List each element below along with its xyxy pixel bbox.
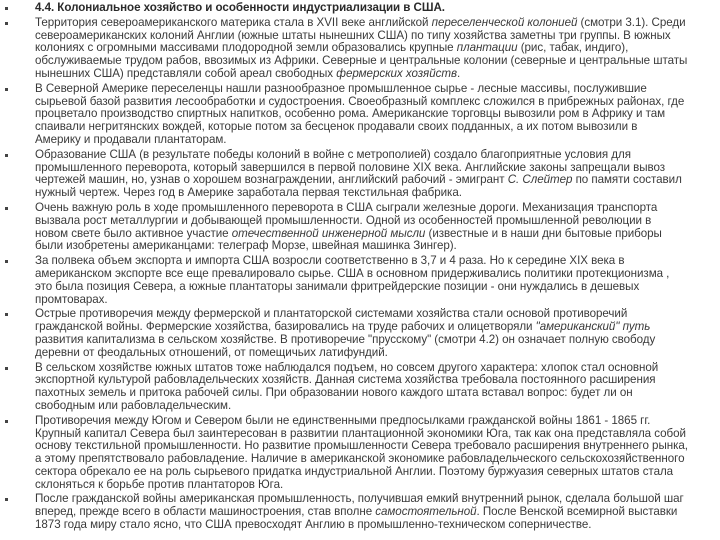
text-segment: деревни от феодальных отношений, от помещичьих латифундий.	[35, 345, 388, 359]
text-line	[35, 240, 720, 253]
document-body	[0, 2, 720, 534]
text-segment: Крупный капитал Севера был заинтересован в развитии плантационной экономики Юга, так как она представляла собой	[35, 426, 686, 440]
text-segment: вызвала рост металлургии и добывающей промышленности. Одной из особенностей промышленной революции в	[35, 213, 652, 227]
bullet-icon	[5, 22, 8, 25]
text-segment: свободным или рабовладельческим.	[35, 398, 232, 412]
bullet-icon	[5, 207, 8, 210]
text-segment: процветало производство спиртных напитков, особенно рома. Американские торговцы вывозили ром в Африку и там	[35, 107, 666, 121]
text-segment: Образование США (в результате победы колоний в войне с метрополией) создало благоприятные условия для	[35, 147, 631, 161]
bullet-icon	[5, 420, 8, 423]
text-segment: Территория североамериканского материка стала в XVII веке английской	[35, 15, 432, 29]
bullet-paragraph	[0, 255, 720, 306]
text-segment: промышленного переворота, который завершился в первой половине XIX века. Английские законы запрещали вывоз	[35, 160, 666, 174]
text-line	[35, 187, 720, 200]
text-segment: сырьевой базой развития лесообработки и судостроения. Своеобразный комплекс сложился в прибрежных районах, где	[35, 94, 685, 108]
text-segment: пахотных земель и притока рабочей силы. При образовании нового каждого штата вставал вопрос: будет ли он	[35, 386, 633, 400]
text-segment: а этому препятствовало рабовладение. Наличие в американской экономике рабовладельческого сельскохозяйственного	[35, 452, 685, 466]
bullet-paragraph	[0, 308, 720, 359]
text-line	[35, 68, 720, 81]
text-line	[35, 400, 720, 413]
text-segment: колониях с огромными массивами плодородной земли образовались крупные	[35, 41, 457, 55]
text-segment: гражданской войны. Фермерские хозяйства, базировались на труде рабочих и олицетворяли	[35, 320, 536, 334]
text-segment: (известные и в наши дни бытовые приборы	[425, 226, 662, 240]
text-segment: обслуживаемые трудом рабов, ввозимых из Африки. Северные и центральные колонии (северные и центральные штаты	[35, 54, 688, 68]
bullet-paragraph	[0, 83, 720, 147]
bullet-icon	[5, 154, 8, 157]
text-segment: вперед, прежде всего в области машиностроения, став вполне	[35, 505, 376, 519]
text-segment: нынешних США) представляли собой ареал свободных	[35, 66, 337, 80]
italic-term: "американский" путь	[535, 320, 651, 334]
text-segment: сектора обрекало ее на роль сырьевого придатка индустриальной Англии. Поэтому буржуазия северных штатов стала	[35, 464, 674, 478]
bullet-paragraph	[0, 202, 720, 253]
bullet-paragraph	[0, 149, 720, 200]
italic-term: отечественной инженерной мысли	[231, 226, 426, 240]
text-segment: американском экспорте все еще превалировало сырье. США в основном придерживались политики протекционизма ,	[35, 266, 670, 280]
italic-term: самостоятельной	[375, 505, 477, 519]
italic-term: переселенческой колонией	[431, 15, 578, 29]
text-segment: нужный чертеж. Через год в Америке заработала первая текстильная фабрика.	[35, 186, 462, 200]
text-segment: склоняться к борьбе против плантаторов Юга.	[35, 477, 284, 491]
text-segment: Очень важную роль в ходе промышленного переворота в США сыграли железные дороги. Механизация транспорта	[35, 200, 658, 214]
text-segment: экспортной культурой рабовладельческих хозяйств. Данная система хозяйства требовала постоянного расширения	[35, 373, 656, 387]
text-segment: Америку и продавали плантаторам.	[35, 132, 227, 146]
bullet-paragraph	[0, 493, 720, 531]
bullet-paragraph	[0, 17, 720, 81]
text-line	[35, 347, 720, 360]
bullet-icon	[5, 88, 8, 91]
bullet-icon	[5, 367, 8, 370]
text-segment: промтоварах.	[35, 292, 108, 306]
text-line	[35, 2, 720, 15]
bullet-icon	[5, 498, 8, 501]
text-segment: В Северной Америке переселенцы нашли разнообразное промышленное сырье - лесные массивы, послужившие	[35, 81, 647, 95]
bullet-paragraph	[0, 415, 720, 492]
bullet-icon	[5, 7, 8, 10]
text-segment: .	[456, 66, 461, 80]
text-segment: спаивали негритянских вождей, которые потом за бесценок продавали своих подданных, а их потом вывозили в	[35, 120, 638, 134]
text-line	[35, 519, 720, 532]
italic-term: С. Слейтер	[507, 173, 573, 187]
text-segment: (смотри 3.1). Среди	[577, 15, 686, 29]
text-segment: североамериканских колоний Англии (южные штаты нынешних США) по типу хозяйства заметны три группы. В южных	[35, 28, 671, 42]
text-segment: это была позиция Севера, а южные плантаторы занимали фритрейдерские позиции - они нуждались в дешевых	[35, 279, 640, 293]
text-segment: В сельском хозяйстве южных штатов тоже наблюдался подъем, но совсем другого характера: хлопок стал основной	[35, 360, 659, 374]
text-segment: чертежей машин, но, узнав о хорошем вознаграждении, английский рабочий - эмигрант	[35, 173, 508, 187]
text-line	[35, 281, 720, 294]
text-segment: 1873 года миру стало ясно, что США превосходят Англию в промышленно-техническом соперничестве.	[35, 518, 592, 532]
text-segment: были изобретены американцами: телеграф Морзе, швейная машинка Зингер).	[35, 239, 457, 253]
text-segment: После гражданской войны американская промышленность, получившая емкий внутренний рынок, сделала большой шаг	[35, 492, 684, 506]
text-segment: (рис, табак, индиго),	[517, 41, 629, 55]
text-segment: За полвека объем экспорта и импорта США возросли соответственно в 3,7 и 4 раза. Но к середине XIX века в	[35, 254, 625, 268]
section-heading	[0, 2, 720, 15]
text-segment: Противоречия между Югом и Севером были не единственными предпосылками гражданской войны 1861 - 1865 гг.	[35, 413, 651, 427]
text-segment: новом свете было активное участие	[35, 226, 232, 240]
text-line	[35, 479, 720, 492]
text-segment: Острые противоречия между фермерской и плантаторской системами хозяйства стали основой противоречий	[35, 307, 628, 321]
text-line	[35, 294, 720, 307]
bullet-icon	[5, 260, 8, 263]
bullet-icon	[5, 313, 8, 316]
text-segment: . После Венской всемирной выставки	[476, 505, 678, 519]
bullet-paragraph	[0, 362, 720, 413]
text-line	[35, 134, 720, 147]
text-segment: развития капитализма в сельском хозяйстве. В противоречие "прусскому" (смотри 4.2) он означает полную свободу	[35, 332, 656, 346]
text-segment: 4.4. Колониальное хозяйство и особенности индустриализации в США.	[35, 1, 445, 14]
italic-term: плантации	[456, 41, 518, 55]
text-segment: по памяти составил	[572, 173, 682, 187]
text-segment: основу текстильной промышленности. Но развитие промышленности Севера требовало расширения внутреннего рынка,	[35, 439, 688, 453]
italic-term: фермерских хозяйств	[336, 66, 457, 80]
